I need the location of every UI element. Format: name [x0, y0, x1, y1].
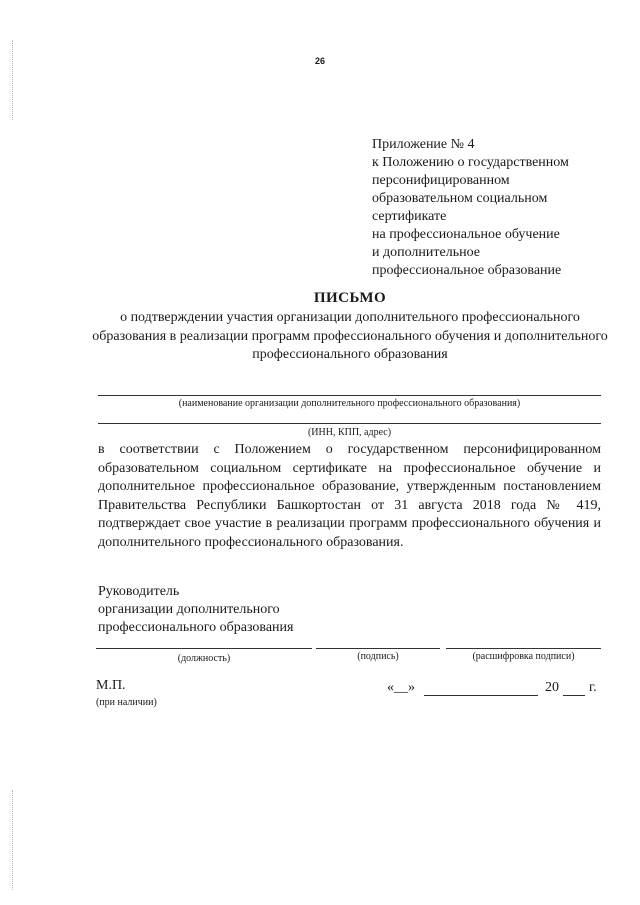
sign-line: [316, 648, 440, 649]
inn-line: [98, 423, 601, 424]
page-number: 26: [314, 56, 325, 66]
signature-line: Руководитель: [98, 584, 180, 599]
decoding-line: [446, 648, 601, 649]
date-year-prefix: 20: [545, 680, 559, 695]
signature-block: [98, 583, 293, 637]
signature-line: организации дополнительного: [98, 602, 280, 617]
scan-margin-mark: [12, 790, 13, 890]
appendix-line: сертификате: [372, 209, 447, 224]
appendix-line: профессиональное образование: [372, 263, 562, 278]
inn-caption: (ИНН, КПП, адрес): [307, 427, 392, 438]
body-text: в соответствии с Положением о государственном персонифицированном образовательном социальном сертификате на профессиональное обучение и дополнительное профессиональное образование, утвержденным постановлением Правительства Республики Башкортостан от 31 августа 2018 года № 419, подтверждает свое участие в реализации программ профессионального обучения и дополнительного профессионального образования.: [98, 442, 601, 550]
org-name-caption: (наименование организации дополнительного профессионального образования): [178, 398, 521, 409]
appendix-line: Приложение № 4: [372, 137, 475, 152]
letter-title: ПИСЬМО: [313, 290, 387, 306]
scan-margin-mark: [12, 40, 13, 120]
stamp-note: (при наличии): [96, 697, 157, 708]
appendix-line: и дополнительное: [372, 245, 480, 260]
date-day: «__»: [387, 680, 415, 695]
position-line: [96, 648, 312, 649]
date-year-suffix: г.: [589, 680, 597, 695]
sign-caption: (подпись): [357, 651, 399, 662]
appendix-line: к Положению о государственном: [372, 155, 569, 170]
appendix-line: на профессиональное обучение: [372, 227, 560, 242]
org-name-line: [98, 395, 601, 396]
date-year-line: [563, 695, 585, 696]
position-caption: (должность): [177, 653, 231, 664]
appendix-line: образовательном социальном: [372, 191, 548, 206]
stamp-label: М.П.: [96, 678, 126, 693]
appendix-header: [372, 136, 569, 280]
appendix-line: персонифицированном: [372, 173, 510, 188]
date-month-line: [424, 695, 538, 696]
letter-subject: о подтверждении участия организации дополнительного профессионального образования в реализации программ профессионального обучения и дополнительного профессионального образования: [92, 310, 608, 362]
signature-line: профессионального образования: [98, 620, 294, 635]
decoding-caption: (расшифровка подписи): [472, 651, 575, 662]
